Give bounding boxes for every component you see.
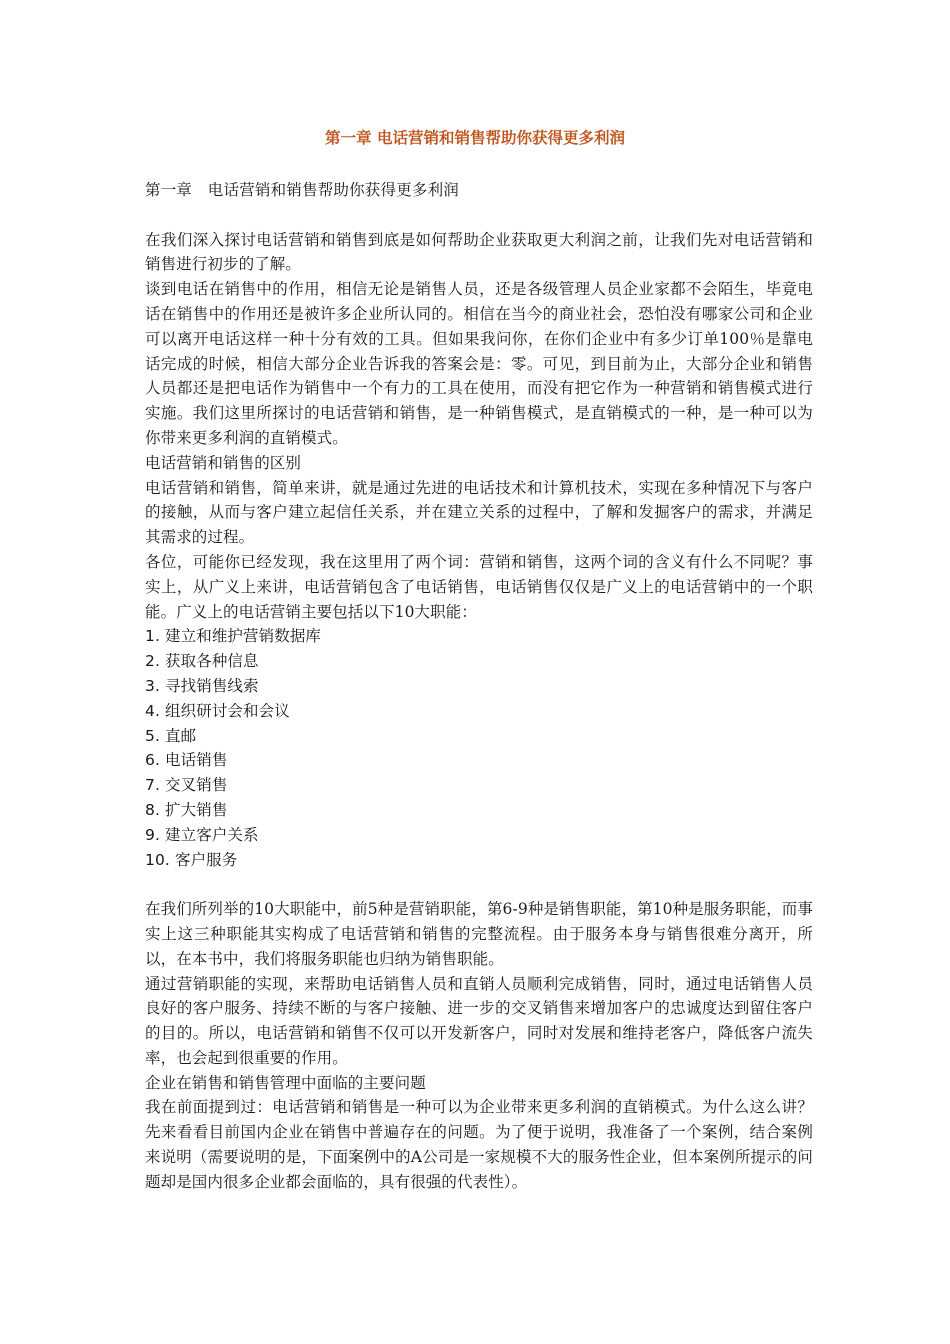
- list-number: 3.: [145, 676, 160, 695]
- list-text: 扩大销售: [165, 800, 228, 819]
- section-heading-problems: 企业在销售和销售管理中面临的主要问题: [145, 1073, 426, 1092]
- paragraph-case-intro: 我在前面提到过：电话营销和销售是一种可以为企业带来更多利润的直销模式。为什么这么讲？先来看看目前国内企业在销售中普遍存在的问题。为了便于说明，我准备了一个案例，结合案例来说明（需要说明的是，下面案例中的A公司是一家规模不大的服务性企业，但本案例所提示的问题却是国内很多企业都会面临的，具有很强的代表性）。: [145, 1098, 813, 1191]
- list-number: 5.: [145, 726, 160, 745]
- paragraph-two-terms: 各位，可能你已经发现，我在这里用了两个词：营销和销售，这两个词的含义有什么不同呢？事实上，从广义上来讲，电话营销包含了电话销售，电话销售仅仅是广义上的电话营销中的一个职能。广义上的电话营销主要包括以下10大职能：: [145, 552, 813, 621]
- chapter-heading: 第一章 电话营销和销售帮助你获得更多利润: [325, 129, 625, 147]
- list-item: [145, 674, 813, 699]
- list-number: 6.: [145, 751, 160, 770]
- blank-line: [145, 203, 813, 228]
- paragraph-definition: 电话营销和销售，简单来讲，就是通过先进的电话技术和计算机技术，实现在多种情况下与客户的接触，从而与客户建立起信任关系，并在建立关系的过程中，了解和发掘客户的需求，并满足其需求的过程。: [145, 478, 813, 547]
- section-heading-difference: 电话营销和销售的区别: [145, 453, 302, 472]
- list-text: 交叉销售: [165, 776, 228, 795]
- paragraph-functions-summary: 在我们所列举的10大职能中，前5种是营销职能，第6-9种是销售职能，第10种是服务职能，而事实上这三种职能其实构成了电话营销和销售的完整流程。由于服务本身与销售很难分离开，所以，在本书中，我们将服务职能也归纳为销售职能。: [145, 900, 813, 968]
- list-number: 7.: [145, 776, 160, 795]
- list-item: [145, 848, 813, 873]
- list-item: [145, 748, 813, 773]
- list-text: 建立客户关系: [165, 825, 259, 844]
- list-number: 4.: [145, 701, 160, 720]
- document-body: [145, 178, 813, 1195]
- chapter-subheading: 第一章 电话营销和销售帮助你获得更多利润: [145, 181, 460, 199]
- list-item: [145, 649, 813, 674]
- list-item: [145, 798, 813, 823]
- list-number: 9.: [145, 825, 160, 844]
- list-number: 2.: [145, 652, 160, 671]
- list-text: 获取各种信息: [165, 652, 259, 671]
- function-list: [145, 624, 813, 872]
- list-text: 建立和维护营销数据库: [165, 627, 322, 646]
- list-number: 8.: [145, 800, 160, 819]
- paragraph-marketing-functions: 通过营销职能的实现，来帮助电话销售人员和直销人员顺利完成销售，同时，通过电话销售人员良好的客户服务、持续不断的与客户接触、进一步的交叉销售来增加客户的忠诚度达到留住客户的目的。所以，电话营销和销售不仅可以开发新客户，同时对发展和维持老客户，降低客户流失率，也会起到很重要的作用。: [145, 974, 813, 1067]
- paragraph-phone-role: 谈到电话在销售中的作用，相信无论是销售人员，还是各级管理人员企业家都不会陌生，毕竟电话在销售中的作用还是被许多企业所认同的。相信在当今的商业社会，恐怕没有哪家公司和企业可以离开电话这样一种十分有效的工具。但如果我问你，在你们企业中有多少订单100％是靠电话完成的时候，相信大部分企业告诉我的答案会是：零。可见，到目前为止，大部分企业和销售人员都还是把电话作为销售中一个有力的工具在使用，而没有把它作为一种营销和销售模式进行实施。我们这里所探讨的电话营销和销售，是一种销售模式，是直销模式的一种，是一种可以为你带来更多利润的直销模式。: [145, 280, 813, 447]
- list-number: 10.: [145, 850, 170, 869]
- list-text: 寻找销售线索: [165, 676, 259, 695]
- blank-line: [145, 872, 813, 897]
- list-item: [145, 823, 813, 848]
- list-item: [145, 699, 813, 724]
- list-item: [145, 724, 813, 749]
- list-text: 电话销售: [165, 751, 228, 770]
- list-text: 客户服务: [174, 850, 238, 869]
- list-item: [145, 773, 813, 798]
- paragraph-intro: 在我们深入探讨电话营销和销售到底是如何帮助企业获取更大利润之前，让我们先对电话营销和销售进行初步的了解。: [145, 230, 813, 274]
- list-text: 直邮: [165, 726, 197, 745]
- list-text: 组织研讨会和会议: [165, 701, 290, 720]
- list-item: [145, 624, 813, 649]
- list-number: 1.: [145, 627, 160, 646]
